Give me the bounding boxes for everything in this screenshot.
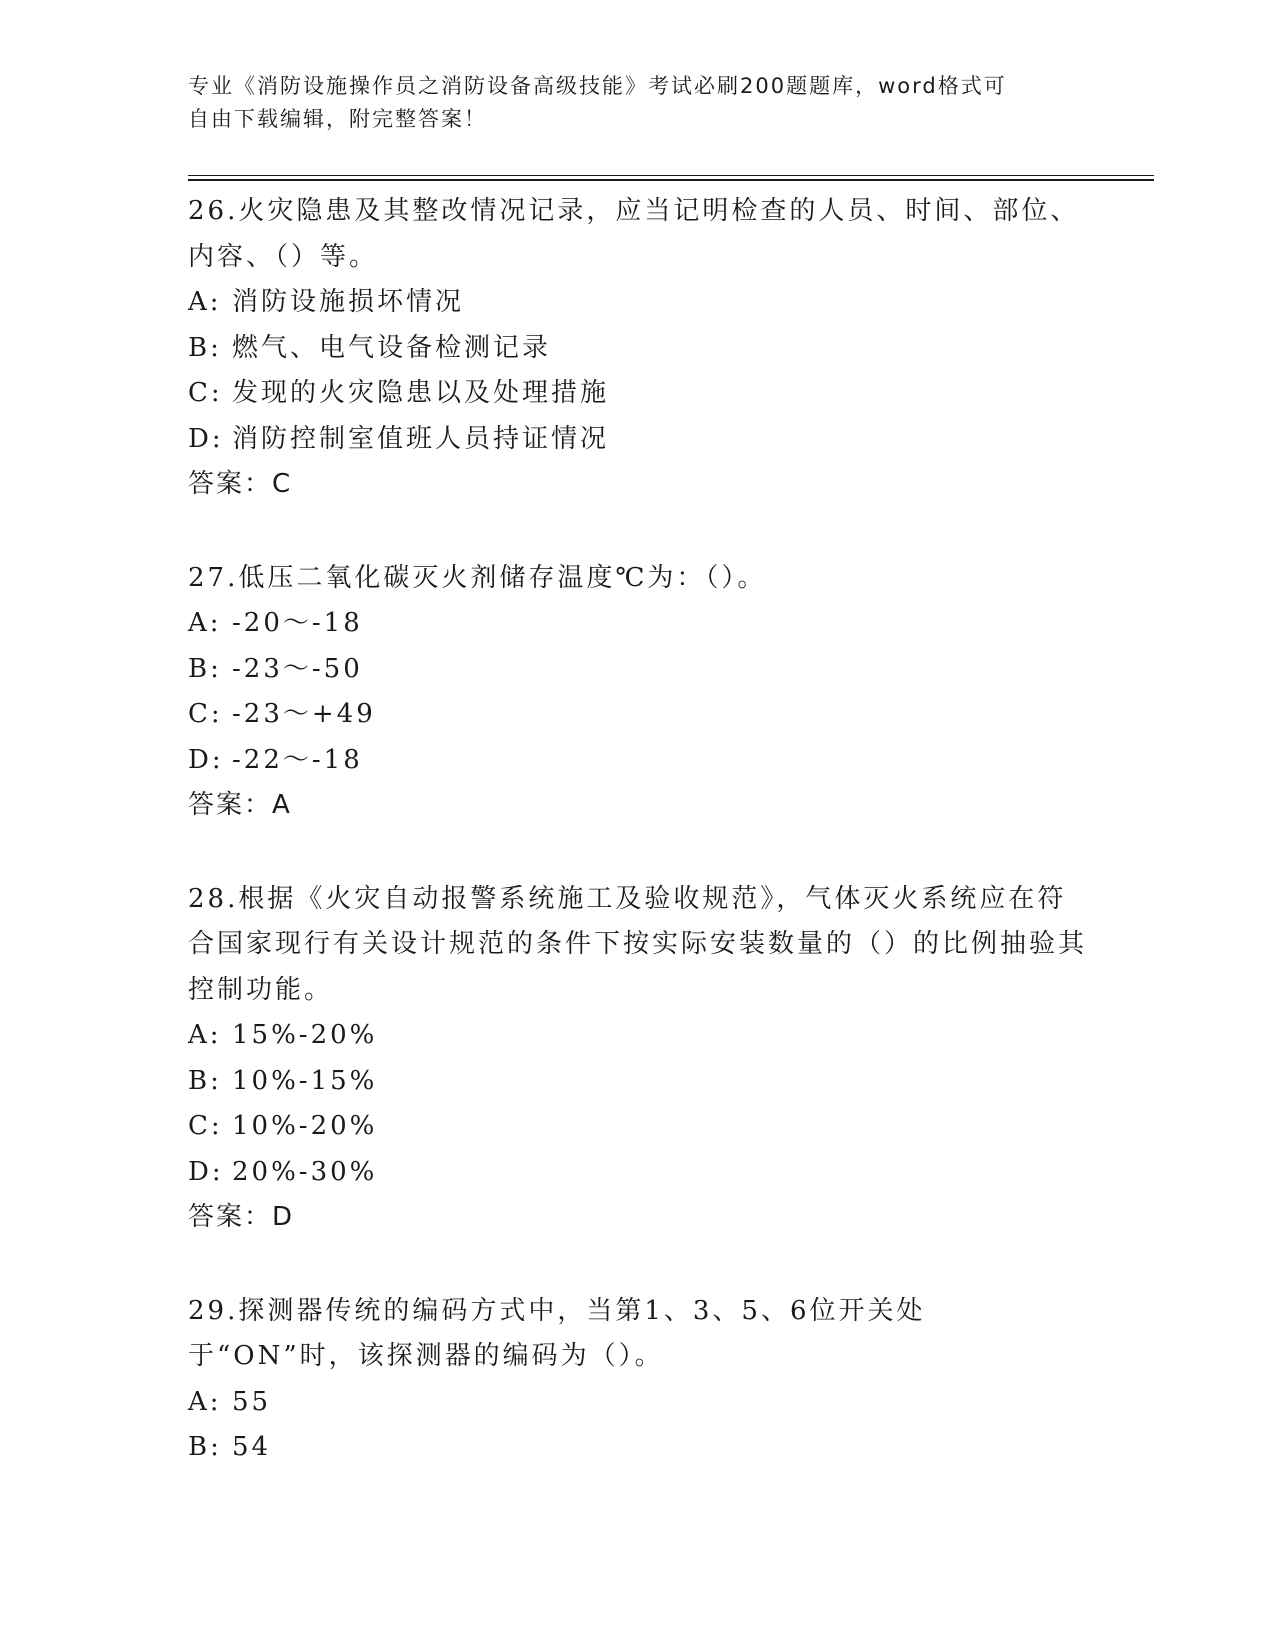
option-letter: B: xyxy=(188,1432,222,1462)
option-letter: B: xyxy=(188,332,222,363)
option-text: -20～-18 xyxy=(232,608,363,638)
option-letter: A: xyxy=(188,287,222,317)
option-c xyxy=(188,371,1088,417)
option-letter: C: xyxy=(188,699,223,729)
question-stem: 28.根据《火灾自动报警系统施工及验收规范》，气体灭火系统应在符合国家现行有关设计规范的条件下按实际安装数量的（）的比例抽验其控制功能。 xyxy=(188,883,1088,1005)
header-divider-thin xyxy=(188,175,1154,176)
answer-line: 答案：A xyxy=(188,790,292,820)
option-b xyxy=(188,1425,1088,1471)
option-text: -23～-50 xyxy=(232,653,363,684)
question-list xyxy=(188,189,1088,1471)
option-c xyxy=(188,692,1088,738)
option-text: 54 xyxy=(232,1432,272,1462)
option-a xyxy=(188,601,1088,647)
option-text: -23～+49 xyxy=(232,699,376,729)
question-stem: 26.火灾隐患及其整改情况记录，应当记明检查的人员、时间、部位、内容、（）等。 xyxy=(188,196,1080,272)
question-28 xyxy=(188,877,1088,1241)
question-29 xyxy=(188,1289,1088,1471)
question-spacer xyxy=(188,1241,1088,1289)
option-text: 10%-15% xyxy=(232,1065,378,1096)
option-a xyxy=(188,1380,1088,1426)
question-spacer xyxy=(188,508,1088,556)
option-text: 20%-30% xyxy=(232,1156,378,1187)
answer-line: 答案：C xyxy=(188,469,293,499)
option-text: 10%-20% xyxy=(232,1111,378,1141)
option-d xyxy=(188,1150,1088,1196)
question-27 xyxy=(188,556,1088,829)
option-a xyxy=(188,1013,1088,1059)
header-line-1: 专业《消防设施操作员之消防设备高级技能》考试必刷200题题库，word格式可 xyxy=(188,74,1007,98)
option-letter: C: xyxy=(188,378,223,408)
option-b xyxy=(188,326,1088,372)
header-divider-thick xyxy=(188,179,1154,181)
option-letter: A: xyxy=(188,1386,222,1417)
option-b xyxy=(188,1059,1088,1105)
option-letter: D: xyxy=(188,423,224,454)
option-text: 消防控制室值班人员持证情况 xyxy=(232,423,610,454)
answer-line: 答案：D xyxy=(188,1202,295,1232)
header-line-2: 自由下载编辑，附完整答案！ xyxy=(188,107,487,131)
question-spacer xyxy=(188,829,1088,877)
option-letter: B: xyxy=(188,1065,222,1096)
option-text: 15%-20% xyxy=(232,1020,378,1050)
option-text: 发现的火灾隐患以及处理措施 xyxy=(232,378,610,408)
option-c xyxy=(188,1104,1088,1150)
option-text: -22～-18 xyxy=(232,744,363,775)
option-letter: C: xyxy=(188,1111,223,1141)
question-stem: 29.探测器传统的编码方式中，当第1、3、5、6位开关处于“ON”时，该探测器的编码为（）。 xyxy=(188,1295,926,1371)
option-letter: A: xyxy=(188,1020,222,1050)
question-stem: 27.低压二氧化碳灭火剂储存温度℃为：（）。 xyxy=(188,562,767,593)
document-header xyxy=(188,70,1088,136)
option-letter: B: xyxy=(188,653,222,684)
option-b xyxy=(188,647,1088,693)
option-text: 消防设施损坏情况 xyxy=(232,287,465,317)
option-letter: A: xyxy=(188,608,222,638)
option-d xyxy=(188,417,1088,463)
option-letter: D: xyxy=(188,1156,224,1187)
option-text: 燃气、电气设备检测记录 xyxy=(232,332,552,363)
option-d xyxy=(188,738,1088,784)
option-letter: D: xyxy=(188,744,224,775)
option-a xyxy=(188,280,1088,326)
question-26 xyxy=(188,189,1088,508)
option-text: 55 xyxy=(232,1386,272,1417)
